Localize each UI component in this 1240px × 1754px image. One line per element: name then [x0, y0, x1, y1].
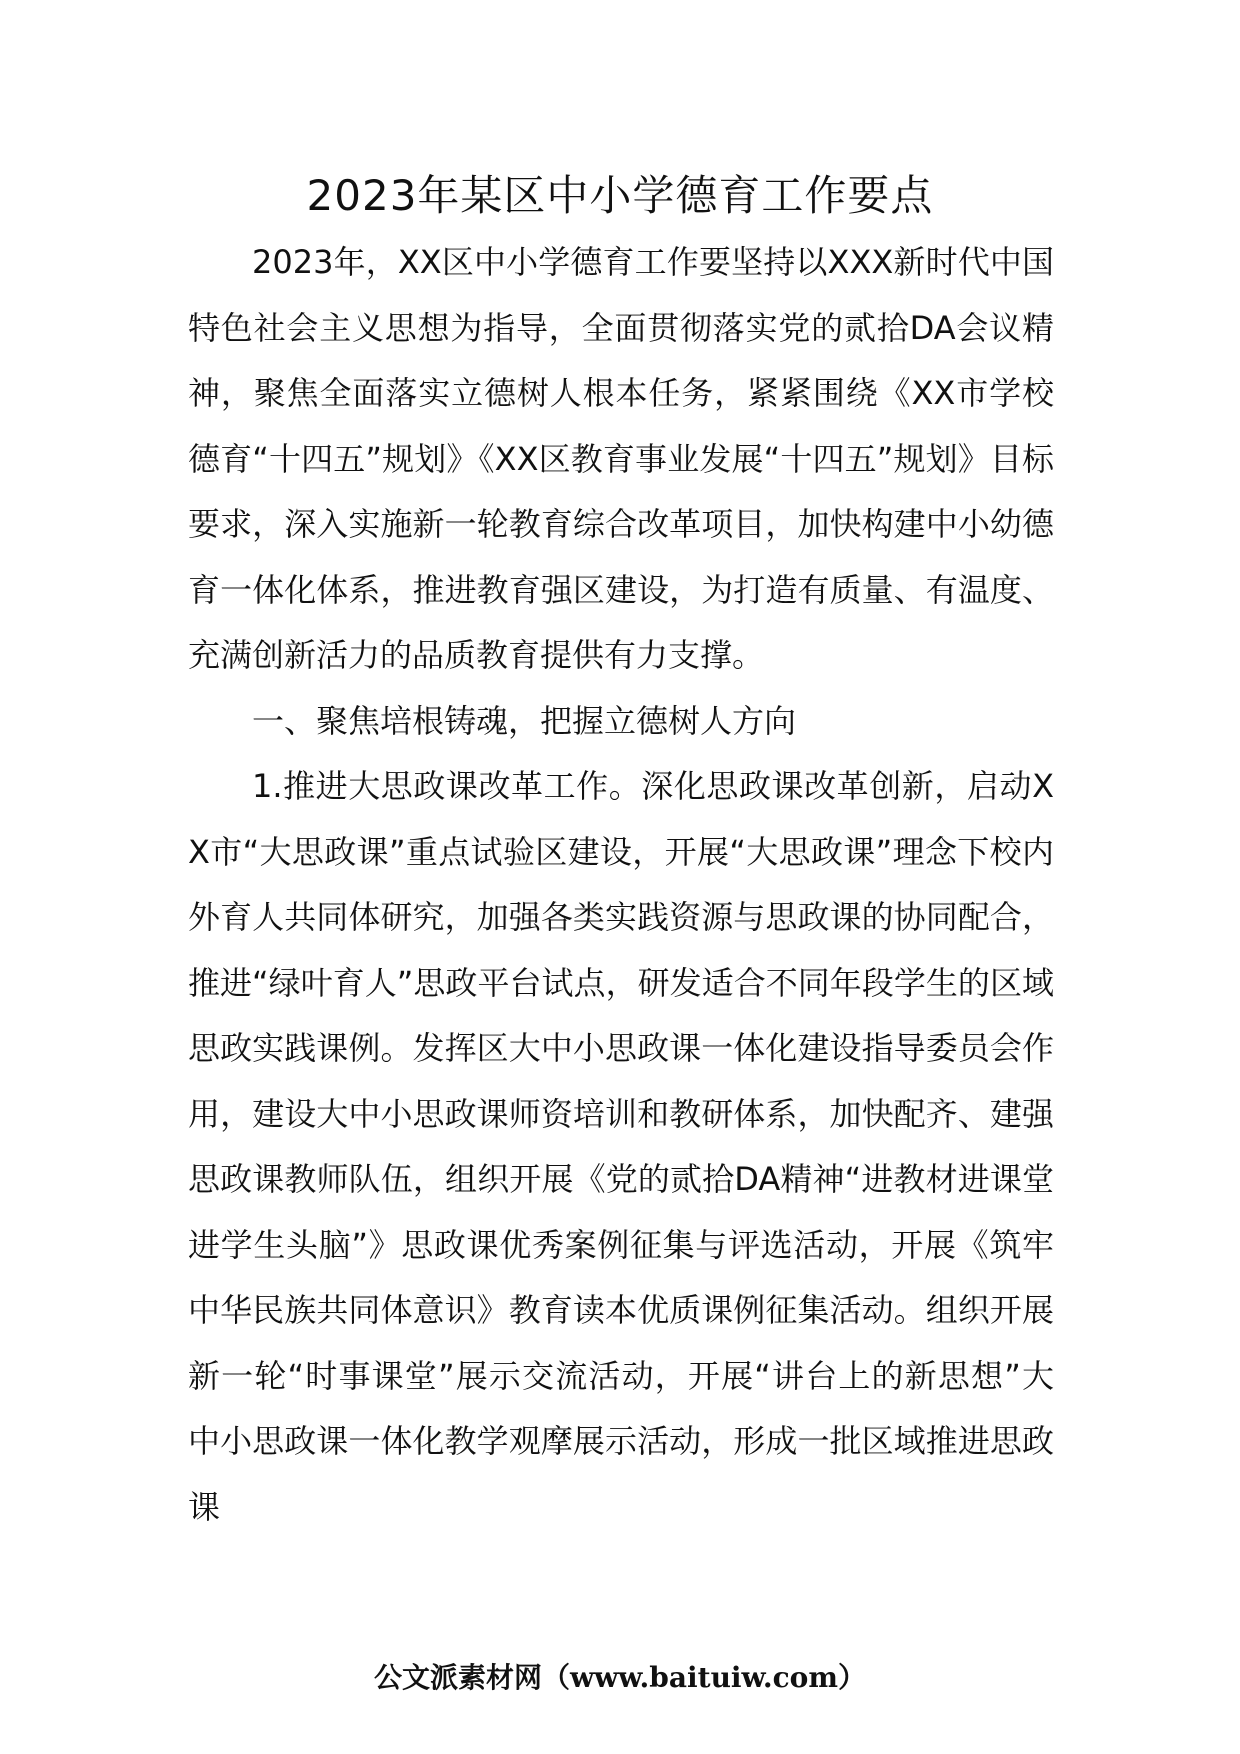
intro-paragraph: 2023年，XX区中小学德育工作要坚持以XXX新时代中国特色社会主义思想为指导，全面贯彻落实党的贰拾DA会议精神，聚焦全面落实立德树人根本任务，紧紧围绕《XX市学校德育“十四五”规划》《XX区教育事业发展“十四五”规划》目标要求，深入实施新一轮教育综合改革项目，加快构建中小幼德育一体化体系，推进教育强区建设，为打造有质量、有温度、充满创新活力的品质教育提供有力支撑。 [188, 243, 1054, 674]
section-heading: 一、聚焦培根铸魂，把握立德树人方向 [252, 701, 797, 740]
footer-watermark: 公文派素材网（www.baituiw.com） [374, 1661, 866, 1694]
document-title: 2023年某区中小学德育工作要点 [306, 171, 934, 220]
section-paragraph: 1.推进大思政课改革工作。深化思政课改革创新，启动XX市“大思政课”重点试验区建设，开展“大思政课”理念下校内外育人共同体研究，加强各类实践资源与思政课的协同配合，推进“绿叶育人”思政平台试点，研发适合不同年段学生的区域思政实践课例。发挥区大中小思政课一体化建设指导委员会作用，建设大中小思政课师资培训和教研体系，加快配齐、建强思政课教师队伍，组织开展《党的贰拾DA精神“进教材进课堂进学生头脑”》思政课优秀案例征集与评选活动，开展《筑牢中华民族共同体意识》教育读本优质课例征集活动。组织开展新一轮“时事课堂”展示交流活动，开展“讲台上的新思想”大中小思政课一体化教学观摩展示活动，形成一批区域推进思政课 [188, 767, 1054, 1526]
document-body [188, 230, 1054, 1540]
